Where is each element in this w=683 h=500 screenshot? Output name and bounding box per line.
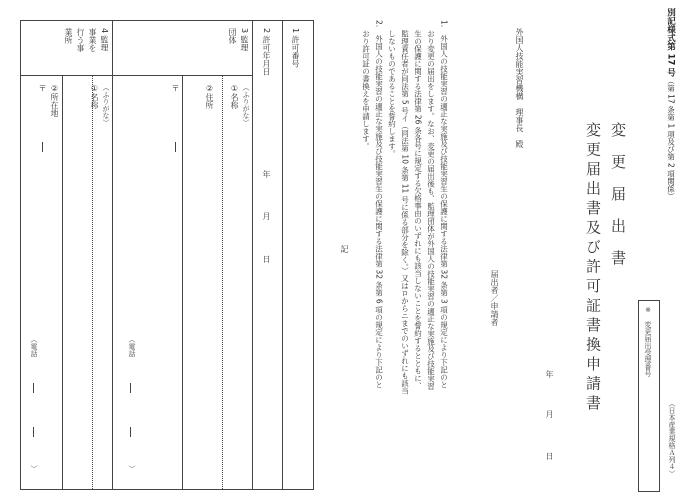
- row-sep-3: [112, 20, 113, 489]
- row4-label-c: 行う事: [76, 28, 85, 52]
- row-sep-2: [252, 20, 253, 489]
- row4-label-d: 業所: [64, 28, 73, 44]
- row2-year: 年: [262, 170, 271, 178]
- date-day: 日: [545, 452, 554, 460]
- row3-phone-dash-2: [130, 427, 131, 437]
- row4-location-label: ②所在地: [50, 84, 59, 117]
- row4-name-label: ①名称: [90, 84, 99, 109]
- row3-label-b: 団体: [228, 28, 237, 44]
- row4-inner-sep: [62, 75, 63, 489]
- row3-postal-dash: [175, 142, 176, 152]
- applicant-label: 届出者／申請者: [490, 270, 499, 326]
- addressee: 外国人技能実習機構 理事長 殿: [515, 28, 524, 148]
- row2-month: 月: [262, 212, 271, 220]
- row4-furigana: （ふりがな）: [102, 84, 110, 126]
- row3-furigana: （ふりがな）: [242, 84, 250, 126]
- row4-label-b: 事業を: [88, 28, 97, 52]
- label-col-divider: [20, 75, 253, 76]
- date-year: 年: [545, 370, 554, 378]
- row3-postal-mark: 〒: [171, 84, 180, 92]
- row2-day: 日: [262, 255, 271, 263]
- title-change-notification: 変更届出書: [609, 122, 627, 282]
- row3-name-label: ①名称: [230, 84, 239, 109]
- row2-permit-date-label: 2 許可年月日: [262, 28, 271, 76]
- title-change-and-reissue: 変更届出書及び許可証書換申請書: [584, 122, 602, 415]
- row4-phone-dash-2: [33, 427, 34, 437]
- row3-inner-sep: [182, 75, 183, 489]
- row3-label-a: 3 監理: [240, 28, 249, 52]
- date-month: 月: [545, 410, 554, 418]
- statement-line-7: おり許可証の書換えを申請します。: [361, 30, 371, 150]
- row1-permit-number-label: 1 許可番号: [291, 28, 300, 68]
- row3-address-label: ②住所: [205, 84, 214, 109]
- statement-line-5: しないものであることを誓約します。: [387, 30, 397, 158]
- statement-line-6: 2. 外国人の技能実習の適正な実施及び技能実習生の保護に関する法律第 32 条第 6 項の規定により下記のと: [374, 20, 384, 389]
- row-sep-1: [282, 20, 283, 489]
- paper-size-note: （日本産業規格Ａ列４）: [668, 400, 676, 477]
- row4-phone-open: （電話: [30, 336, 38, 357]
- statement-line-3: 生の保護に関する法律第 26 条各号に規定する欠格事由のいずれにも該当しないことを誓約するとともに、: [413, 30, 423, 390]
- row4-furigana-sep: [92, 75, 93, 489]
- statement-line-1: 1. 外国人の技能実習の適正な実施及び技能実習生の保護に関する法律第 32 条第 3 項の規定により下記のと: [439, 20, 449, 389]
- row3-phone-close: ）: [128, 465, 136, 472]
- row3-furigana-sep: [222, 75, 223, 489]
- row3-phone-dash-1: [130, 383, 131, 393]
- row4-label-a: 4 監理: [100, 28, 109, 52]
- form-number-bold: 別記様式第 17 号: [665, 8, 676, 77]
- row3-phone-open: （電話: [128, 336, 136, 357]
- form-number: [666, 8, 675, 200]
- statement-line-4: 監理責任者が同法第 5 号イ（同法第 10 条第 11 号に係る部分を除く。）又はロからニまでのいずれにも該当: [400, 30, 410, 395]
- statement-line-2: おり変更の届出をします。なお、変更の届出後も、監理団体が外国人の技能実習の適正な実施及び技能実習: [426, 30, 436, 390]
- receipt-number-label: ※ 変更届出受理番号: [644, 306, 652, 377]
- row4-phone-close: ）: [30, 465, 38, 472]
- row4-postal-dash: [42, 142, 43, 152]
- form-number-rest: （第 17 条第 1 項及び第 2 項関係）: [666, 76, 676, 201]
- row4-phone-dash-1: [33, 383, 34, 393]
- row4-postal-mark: 〒: [38, 84, 47, 92]
- ki-mark: 記: [340, 245, 349, 253]
